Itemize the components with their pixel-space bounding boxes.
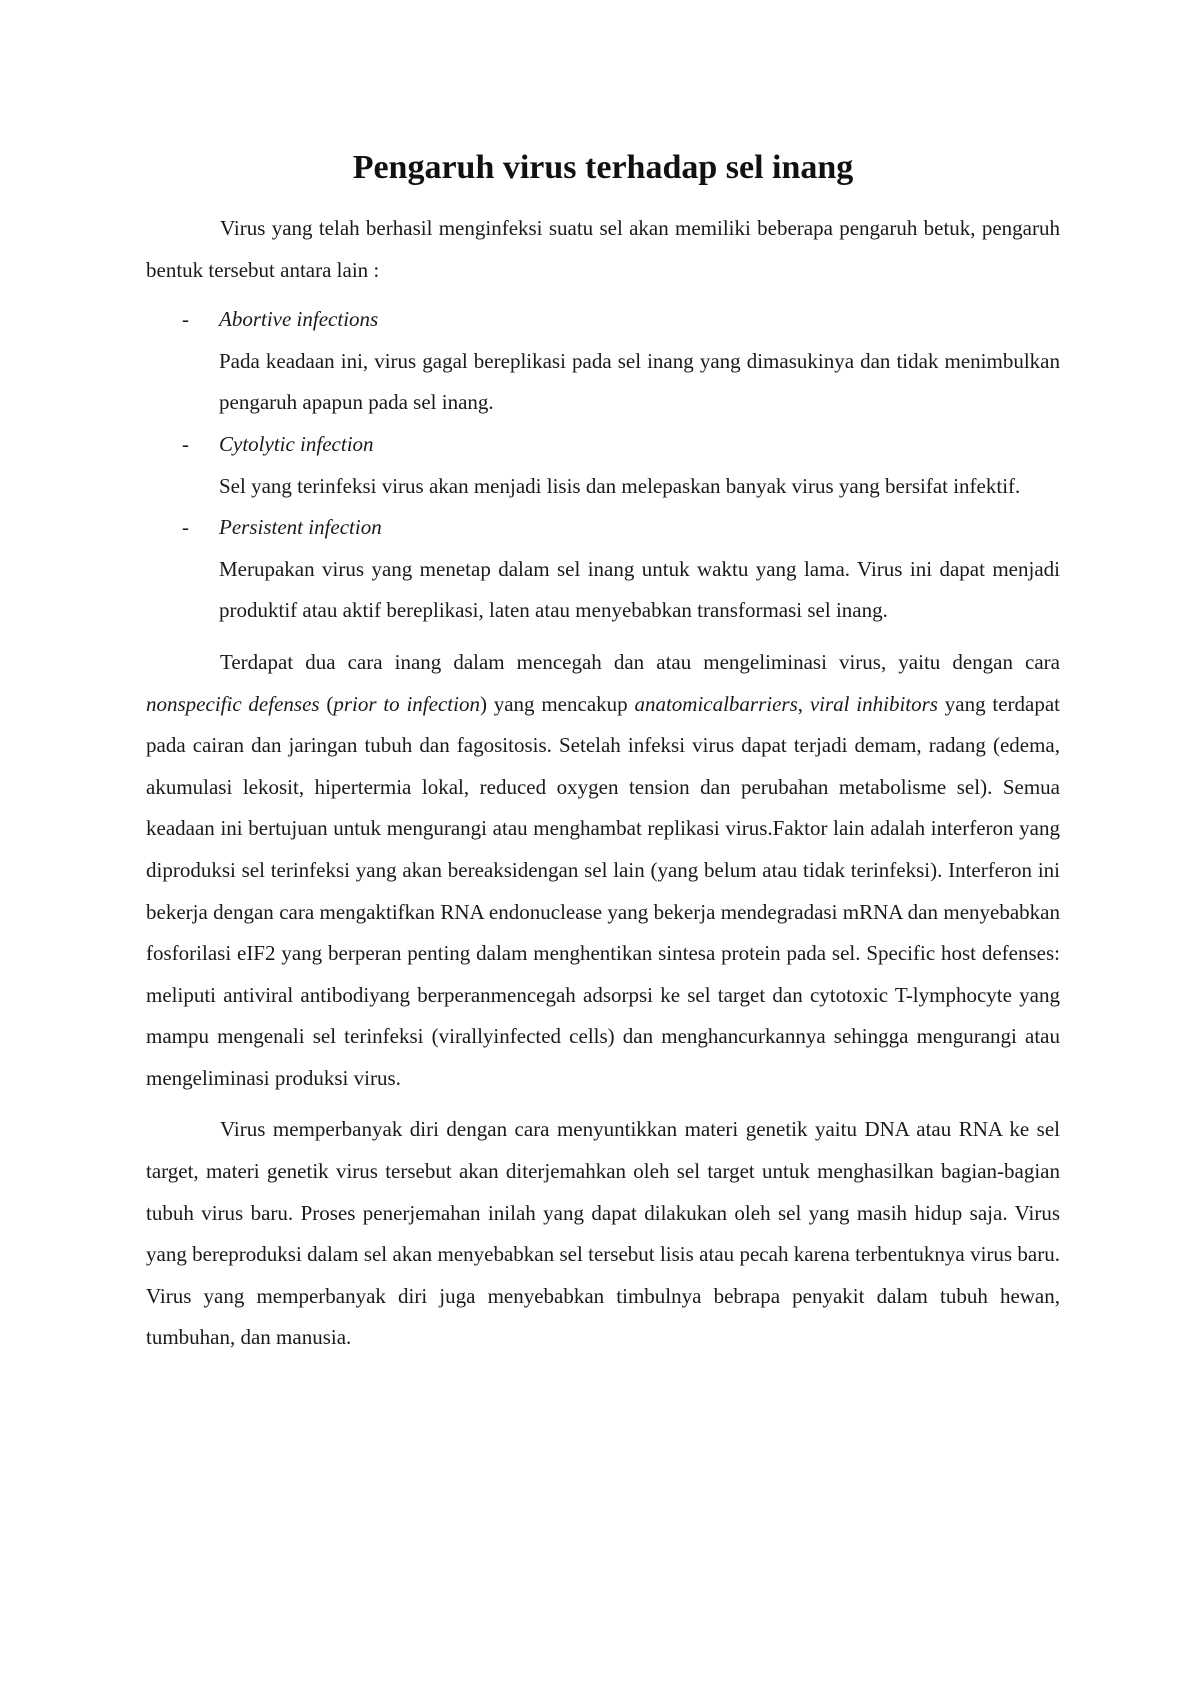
italic-term: anatomicalbarriers xyxy=(634,691,798,716)
document-page xyxy=(146,138,1060,1359)
list-item-persistent xyxy=(146,507,1060,632)
italic-term: prior to infection xyxy=(333,691,480,716)
list-bullet: - xyxy=(182,515,189,540)
list-item-body: Sel yang terinfeksi virus akan menjadi lisis dan melepaskan banyak virus yang bersifat infektif. xyxy=(219,473,1021,498)
list-item-body: Merupakan virus yang menetap dalam sel inang untuk waktu yang lama. Virus ini dapat menjadi produktif atau aktif bereplikasi, laten atau menyebabkan transformasi sel inang. xyxy=(219,556,1060,623)
list-item-abortive xyxy=(146,299,1060,424)
document-title: Pengaruh virus terhadap sel inang xyxy=(352,149,854,186)
list-item-title: Persistent infection xyxy=(219,515,382,540)
list-item-title: Abortive infections xyxy=(219,307,379,332)
paragraph-text: , xyxy=(797,691,810,716)
paragraph-text: yang terdapat pada cairan dan jaringan tubuh dan fagositosis. Setelah infeksi virus dapat terjadi demam, radang (edema, akumulasi lekosit, hipertermia lokal, reduced oxygen tension dan perubahan metabolisme sel). Semua keadaan ini bertujuan untuk mengurangi atau menghambat replikasi virus.Faktor lain adalah interferon yang diproduksi sel terinfeksi yang akan bereaksidengan sel lain (yang belum atau tidak terinfeksi). Interferon ini bekerja dengan cara mengaktifkan RNA endonuclease yang bekerja mendegradasi mRNA dan menyebabkan fosforilasi eIF2 yang berperan penting dalam menghentikan sintesa protein pada sel. Specific host defenses: meliputi antiviral antibodiyang berperanmencegah adsorpsi ke sel target dan cytotoxic T-lymphocyte yang mampu mengenali sel terinfeksi (virallyinfected cells) dan menghancurkannya sehingga mengurangi atau mengeliminasi produksi virus. xyxy=(146,691,1060,1090)
paragraph-text: ) yang mencakup xyxy=(479,691,635,716)
intro-paragraph: Virus yang telah berhasil menginfeksi suatu sel akan memiliki beberapa pengaruh betuk, pengaruh bentuk tersebut antara lain : xyxy=(146,216,1060,282)
list-bullet: - xyxy=(182,431,189,456)
list-item-title: Cytolytic infection xyxy=(219,431,374,456)
paragraph-text: Terdapat dua cara inang dalam mencegah dan atau mengeliminasi virus, yaitu dengan cara xyxy=(220,649,1060,674)
italic-term: viral inhibitors xyxy=(809,691,938,716)
list-item-cytolytic xyxy=(146,424,1060,507)
infection-type-list xyxy=(146,299,1060,632)
host-defense-paragraph xyxy=(146,642,1060,1100)
italic-term: nonspecific defenses xyxy=(146,691,320,716)
replication-paragraph: Virus memperbanyak diri dengan cara menyuntikkan materi genetik yaitu DNA atau RNA ke sel target, materi genetik virus tersebut akan diterjemahkan oleh sel target untuk menghasilkan bagian-bagian tubuh virus baru. Proses penerjemahan inilah yang dapat dilakukan oleh sel yang masih hidup saja. Virus yang bereproduksi dalam sel akan menyebabkan sel tersebut lisis atau pecah karena terbentuknya virus baru. Virus yang memperbanyak diri juga menyebabkan timbulnya bebrapa penyakit dalam tubuh hewan, tumbuhan, dan manusia. xyxy=(146,1117,1060,1350)
list-item-body: Pada keadaan ini, virus gagal bereplikasi pada sel inang yang dimasukinya dan tidak menimbulkan pengaruh apapun pada sel inang. xyxy=(219,348,1060,415)
paragraph-text: ( xyxy=(319,691,334,716)
list-bullet: - xyxy=(182,307,189,332)
